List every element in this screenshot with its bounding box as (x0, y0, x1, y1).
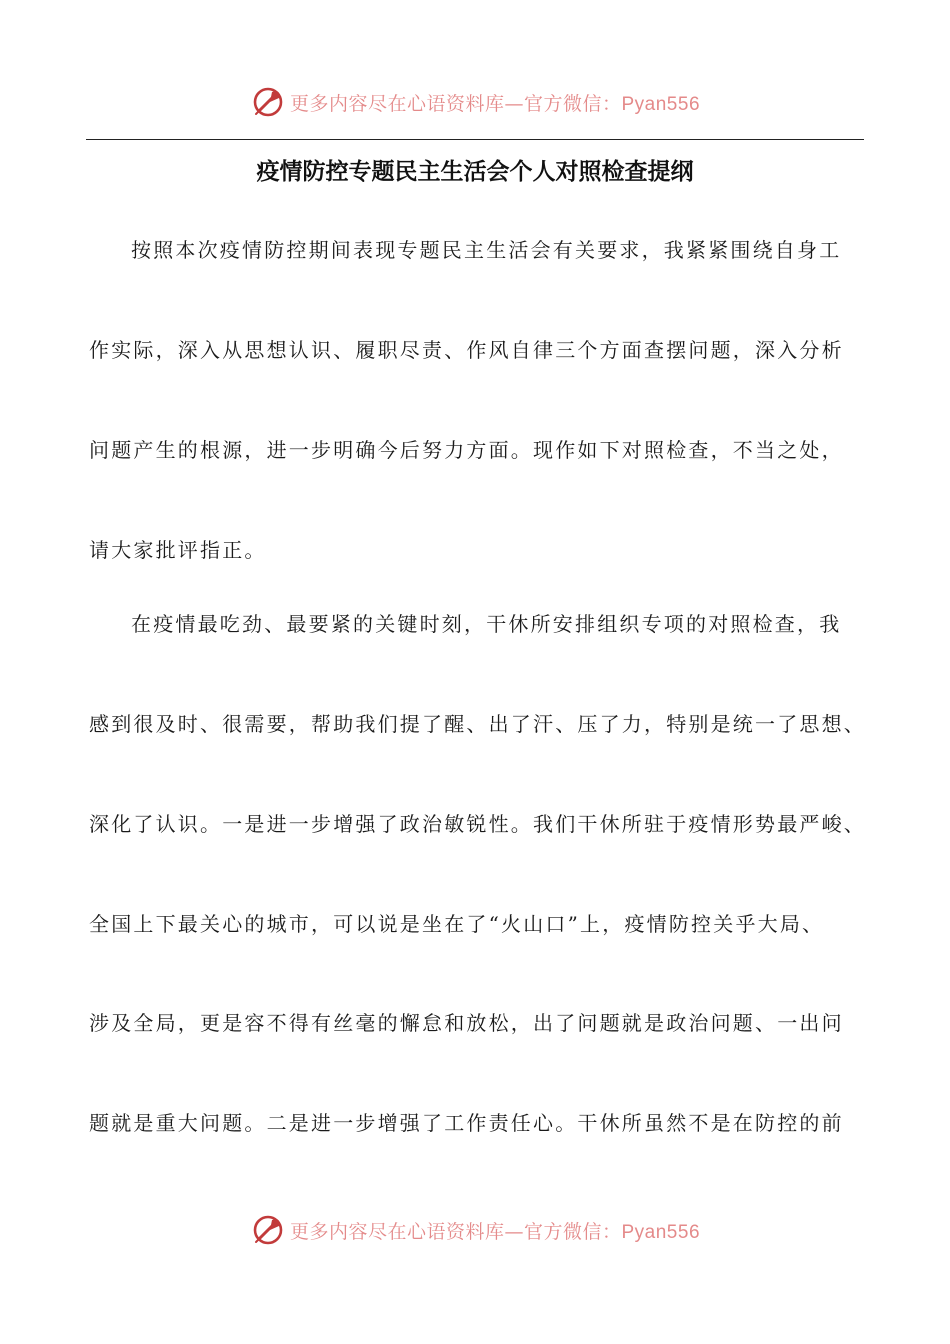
body-line: 感到很及时、很需要，帮助我们提了醒、出了汗、压了力，特别是统一了思想、 (89, 712, 866, 736)
document-title: 疫情防控专题民主生活会个人对照检查提纲 (256, 159, 694, 185)
wechat-id: Pyan556 (621, 93, 701, 115)
body-line: 题就是重大问题。二是进一步增强了工作责任心。干休所虽然不是在防控的前 (89, 1111, 844, 1135)
quill-pen-logo-icon (250, 1212, 286, 1248)
banner-label: 更多内容尽在心语资料库—官方微信： (289, 1220, 622, 1243)
banner-label: 更多内容尽在心语资料库—官方微信： (289, 92, 622, 115)
body-line: 问题产生的根源，进一步明确今后努力方面。现作如下对照检查，不当之处， (89, 438, 844, 462)
body-line: 全国上下最关心的城市，可以说是坐在了“火山口”上，疫情防控关乎大局、 (89, 912, 825, 936)
header-banner (0, 82, 950, 122)
banner-text (290, 1217, 700, 1244)
body-line: 涉及全局，更是容不得有丝毫的懈怠和放松，出了问题就是政治问题、一出问 (89, 1011, 844, 1035)
body-line: 深化了认识。一是进一步增强了政治敏锐性。我们干休所驻于疫情形势最严峻、 (89, 812, 866, 836)
body-line: 在疫情最吃劲、最要紧的关键时刻，干休所安排组织专项的对照检查，我 (131, 612, 842, 636)
body-line: 按照本次疫情防控期间表现专题民主生活会有关要求，我紧紧围绕自身工 (131, 238, 842, 262)
footer-banner (0, 1210, 950, 1250)
header-divider (86, 139, 864, 140)
wechat-id: Pyan556 (621, 1221, 701, 1243)
quill-pen-logo-icon (250, 84, 286, 120)
body-line: 作实际，深入从思想认识、履职尽责、作风自律三个方面查摆问题，深入分析 (89, 338, 844, 362)
body-line: 请大家批评指正。 (89, 538, 267, 562)
banner-text (290, 89, 700, 116)
